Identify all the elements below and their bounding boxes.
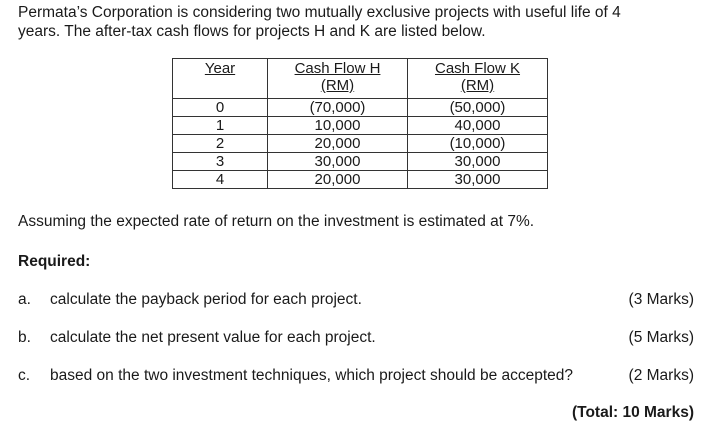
question-text: calculate the net present value for each project. — [50, 329, 376, 346]
question-letter: b. — [18, 329, 31, 346]
year-cell: 1 — [173, 117, 268, 135]
year-cell: 3 — [173, 153, 268, 171]
cash-flow-k-cell: (50,000) — [408, 99, 548, 117]
cash-flow-k-cell: (10,000) — [408, 135, 548, 153]
table-row — [173, 153, 548, 171]
intro-line-1: Permata’s Corporation is considering two mutually exclusive projects with useful life of 4 — [18, 4, 621, 21]
question-marks: (5 Marks) — [628, 329, 694, 346]
question-marks: (2 Marks) — [628, 367, 694, 384]
question-letter: c. — [18, 367, 31, 384]
question-marks: (3 Marks) — [628, 291, 694, 308]
question-text: based on the two investment techniques, which project should be accepted? — [50, 367, 574, 384]
total-marks: (Total: 10 Marks) — [571, 404, 694, 421]
table-row — [173, 117, 548, 135]
question-text: calculate the payback period for each project. — [50, 291, 362, 308]
year-cell: 2 — [173, 135, 268, 153]
intro-line-2: years. The after-tax cash flows for projects H and K are listed below. — [18, 23, 486, 40]
header-k-unit: (RM) — [460, 77, 495, 94]
required-heading: Required: — [18, 253, 91, 270]
header-cash-flow-k — [408, 59, 548, 99]
question-letter: a. — [18, 291, 31, 308]
cash-flow-h-cell: 20,000 — [268, 135, 408, 153]
year-cell: 4 — [173, 171, 268, 189]
table-row — [173, 171, 548, 189]
cash-flow-k-cell: 40,000 — [408, 117, 548, 135]
header-year: Year — [173, 59, 268, 99]
header-cash-flow-h — [268, 59, 408, 99]
year-cell: 0 — [173, 99, 268, 117]
cash-flow-k-cell: 30,000 — [408, 153, 548, 171]
cash-flow-h-cell: 10,000 — [268, 117, 408, 135]
table-row — [173, 135, 548, 153]
cash-flow-h-cell: (70,000) — [268, 99, 408, 117]
cash-flow-h-cell: 20,000 — [268, 171, 408, 189]
cash-flow-k-cell: 30,000 — [408, 171, 548, 189]
assumption-text: Assuming the expected rate of return on the investment is estimated at 7%. — [18, 213, 535, 230]
table-row — [173, 99, 548, 117]
header-k-title: Cash Flow K — [434, 60, 521, 77]
cash-flow-h-cell: 30,000 — [268, 153, 408, 171]
header-h-unit: (RM) — [320, 77, 355, 94]
cash-flow-table — [172, 58, 548, 189]
intro-paragraph — [18, 3, 688, 41]
table-header-row — [173, 59, 548, 99]
header-h-title: Cash Flow H — [294, 60, 381, 77]
